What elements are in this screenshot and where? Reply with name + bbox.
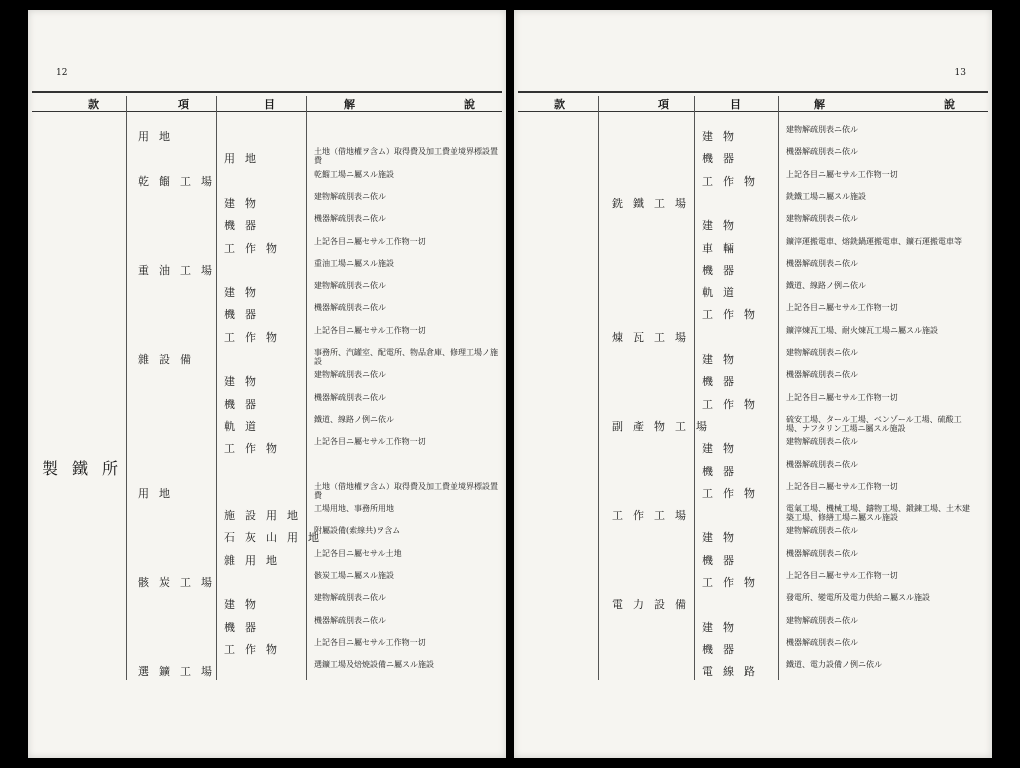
item-moku: 用地 bbox=[224, 152, 266, 166]
item-moku: 石灰山用地 bbox=[224, 531, 329, 545]
item-explanation: 機器解疏別表ニ依ル bbox=[786, 147, 858, 157]
item-explanation: 上記各目ニ屬セサル土地 bbox=[314, 548, 402, 558]
item-explanation: 建物解疏別表ニ依ル bbox=[786, 615, 858, 625]
header-moku: 目 bbox=[730, 98, 741, 111]
column-divider bbox=[598, 96, 599, 680]
item-moku: 機器 bbox=[702, 375, 744, 389]
item-explanation: 機器解疏別表ニ依ル bbox=[314, 214, 386, 224]
item-kou: 骸炭工場 bbox=[138, 576, 222, 589]
item-kou: 工作工場 bbox=[612, 509, 696, 523]
right-page bbox=[514, 10, 992, 758]
header-kan: 款 bbox=[88, 98, 99, 111]
item-moku: 機器 bbox=[224, 219, 266, 233]
item-explanation: 鑛滓運搬電車、熔銑鍋運搬電車、鑛石運搬電車等 bbox=[786, 236, 962, 246]
item-moku: 軌道 bbox=[224, 419, 266, 433]
item-explanation: 建物解疏別表ニ依ル bbox=[786, 214, 858, 224]
item-moku: 工作物 bbox=[702, 576, 765, 589]
item-explanation: 機器解疏別表ニ依ル bbox=[786, 548, 858, 558]
item-explanation: 上記各目ニ屬セサル工作物一切 bbox=[314, 437, 426, 447]
top-rule bbox=[32, 91, 502, 93]
item-moku: 工作物 bbox=[224, 642, 287, 656]
item-moku: 建物 bbox=[224, 286, 266, 300]
item-explanation: 機器解疏別表ニ依ル bbox=[786, 459, 858, 469]
item-explanation: 重油工場ニ屬スル施設 bbox=[314, 258, 394, 268]
item-explanation: 上記各目ニ屬セサル工作物一切 bbox=[314, 325, 426, 335]
top-rule bbox=[518, 91, 988, 93]
item-explanation: 土地（借地權ヲ含ム）取得費及加工費並境界標設置費 bbox=[314, 147, 498, 166]
header-setsu: 說 bbox=[464, 98, 475, 111]
item-explanation: 土地（借地權ヲ含ム）取得費及加工費並境界標設置費 bbox=[314, 481, 498, 500]
item-moku: 機器 bbox=[702, 464, 744, 478]
item-explanation: 發電所、變電所及電力供給ニ屬スル施設 bbox=[786, 593, 930, 603]
item-explanation: 上記各目ニ屬セサル工作物一切 bbox=[314, 236, 426, 246]
item-explanation: 建物解疏別表ニ依ル bbox=[314, 370, 386, 380]
item-moku: 機器 bbox=[702, 642, 744, 656]
page-number: 12 bbox=[56, 68, 68, 78]
item-explanation: 銑鐵工場ニ屬スル施設 bbox=[786, 191, 866, 201]
item-kou: 副產物工場 bbox=[612, 419, 717, 433]
item-explanation: 上記各目ニ屬セサル工作物一切 bbox=[786, 392, 898, 402]
item-explanation: 上記各目ニ屬セサル工作物一切 bbox=[786, 303, 898, 313]
item-explanation: 機器解疏別表ニ依ル bbox=[786, 370, 858, 380]
item-explanation: 建物解疏別表ニ依ル bbox=[314, 593, 386, 603]
item-moku: 建物 bbox=[702, 353, 744, 366]
item-moku: 工作物 bbox=[702, 397, 765, 411]
item-explanation: 上記各目ニ屬セサル工作物一切 bbox=[786, 169, 898, 179]
item-explanation: 鐵道、線路ノ例ニ依ル bbox=[314, 414, 394, 424]
item-moku: 建物 bbox=[702, 442, 744, 456]
item-moku: 機器 bbox=[224, 620, 266, 634]
kan-main-label: 製鐵所 bbox=[42, 459, 133, 478]
item-explanation: 機器解疏別表ニ依ル bbox=[314, 303, 386, 313]
item-explanation: 鐵道、線路ノ例ニ依ル bbox=[786, 281, 866, 291]
item-moku: 施設用地 bbox=[224, 509, 308, 523]
header-setsu: 說 bbox=[944, 98, 955, 111]
item-explanation: 建物解疏別表ニ依ル bbox=[786, 437, 858, 447]
header-kai: 解 bbox=[344, 98, 355, 111]
item-moku: 建物 bbox=[702, 620, 744, 634]
item-explanation: 建物解疏別表ニ依ル bbox=[786, 526, 858, 536]
column-divider bbox=[306, 96, 307, 680]
item-kou: 用地 bbox=[138, 130, 180, 143]
item-moku: 機器 bbox=[224, 308, 266, 322]
item-kou: 雜設備 bbox=[138, 353, 201, 366]
item-explanation: 上記各目ニ屬セサル工作物一切 bbox=[786, 571, 898, 580]
item-moku: 工作物 bbox=[224, 330, 287, 344]
item-explanation: 鑛滓煉瓦工場、耐火煉瓦工場ニ屬スル施設 bbox=[786, 325, 938, 335]
item-explanation: 工場用地、事務所用地 bbox=[314, 504, 394, 514]
header-kou: 項 bbox=[178, 98, 189, 111]
header-moku: 目 bbox=[264, 98, 275, 111]
header-kou: 項 bbox=[658, 98, 669, 111]
item-explanation: 骸炭工場ニ屬スル施設 bbox=[314, 571, 394, 580]
item-explanation: 機器解疏別表ニ依ル bbox=[314, 392, 386, 402]
item-moku: 建物 bbox=[224, 598, 266, 612]
header-rule bbox=[518, 111, 988, 112]
item-moku: 電線路 bbox=[702, 665, 765, 679]
item-moku: 機器 bbox=[224, 397, 266, 411]
left-page bbox=[28, 10, 506, 758]
item-kou: 煉瓦工場 bbox=[612, 330, 696, 344]
item-moku: 機器 bbox=[702, 553, 744, 567]
item-explanation: 事務所、汽罐室、配電所、物品倉庫、修理工場ノ施設 bbox=[314, 348, 498, 366]
item-explanation: 建物解疏別表ニ依ル bbox=[786, 348, 858, 357]
item-explanation: 硫安工場、タール工場、ベンゾール工場、硫酸工場、ナフタリン工場ニ屬スル施設 bbox=[786, 414, 962, 433]
item-moku: 工作物 bbox=[224, 241, 287, 255]
item-moku: 建物 bbox=[702, 531, 744, 545]
item-moku: 工作物 bbox=[702, 486, 765, 500]
item-moku: 雜用地 bbox=[224, 553, 287, 567]
item-kou: 銑鐵工場 bbox=[612, 196, 696, 210]
item-explanation: 機器解疏別表ニ依ル bbox=[786, 637, 858, 647]
item-explanation: 建物解疏別表ニ依ル bbox=[314, 281, 386, 291]
item-explanation: 機器解疏別表ニ依ル bbox=[786, 258, 858, 268]
item-moku: 機器 bbox=[702, 263, 744, 277]
column-divider bbox=[778, 96, 779, 680]
item-moku: 建物 bbox=[702, 130, 744, 143]
header-kai: 解 bbox=[814, 98, 825, 111]
column-divider bbox=[126, 96, 127, 680]
item-explanation: 選鑛工場及焙焼設備ニ屬スル施設 bbox=[314, 660, 434, 670]
header-kan: 款 bbox=[554, 98, 565, 111]
item-kou: 選鑛工場 bbox=[138, 665, 222, 679]
item-kou: 重油工場 bbox=[138, 263, 222, 277]
item-moku: 建物 bbox=[224, 375, 266, 389]
item-kou: 用地 bbox=[138, 486, 180, 500]
item-moku: 車輛 bbox=[702, 241, 744, 255]
item-moku: 工作物 bbox=[702, 174, 765, 188]
item-explanation: 建物解疏別表ニ依ル bbox=[314, 191, 386, 201]
item-explanation: 乾餾工場ニ屬スル施設 bbox=[314, 169, 394, 179]
item-kou: 電力設備 bbox=[612, 598, 696, 612]
item-explanation: 附屬設備(索線共)ヲ含ム bbox=[314, 526, 401, 536]
item-explanation: 機器解疏別表ニ依ル bbox=[314, 615, 386, 625]
item-moku: 建物 bbox=[702, 219, 744, 233]
item-moku: 機器 bbox=[702, 152, 744, 166]
item-moku: 工作物 bbox=[702, 308, 765, 322]
item-kou: 乾餾工場 bbox=[138, 174, 222, 188]
item-explanation: 鐵道、電力設備ノ例ニ依ル bbox=[786, 660, 882, 670]
item-explanation: 上記各目ニ屬セサル工作物一切 bbox=[314, 637, 426, 647]
column-divider bbox=[694, 96, 695, 680]
item-moku: 建物 bbox=[224, 196, 266, 210]
item-moku: 工作物 bbox=[224, 442, 287, 456]
item-explanation: 上記各目ニ屬セサル工作物一切 bbox=[786, 481, 898, 491]
item-explanation: 電氣工場、機械工場、鑄物工場、鍛錬工場、土木建築工場、修繕工場ニ屬スル施設 bbox=[786, 504, 970, 523]
item-explanation: 建物解疏別表ニ依ル bbox=[786, 125, 858, 134]
item-moku: 軌道 bbox=[702, 286, 744, 300]
page-number: 13 bbox=[954, 68, 966, 78]
